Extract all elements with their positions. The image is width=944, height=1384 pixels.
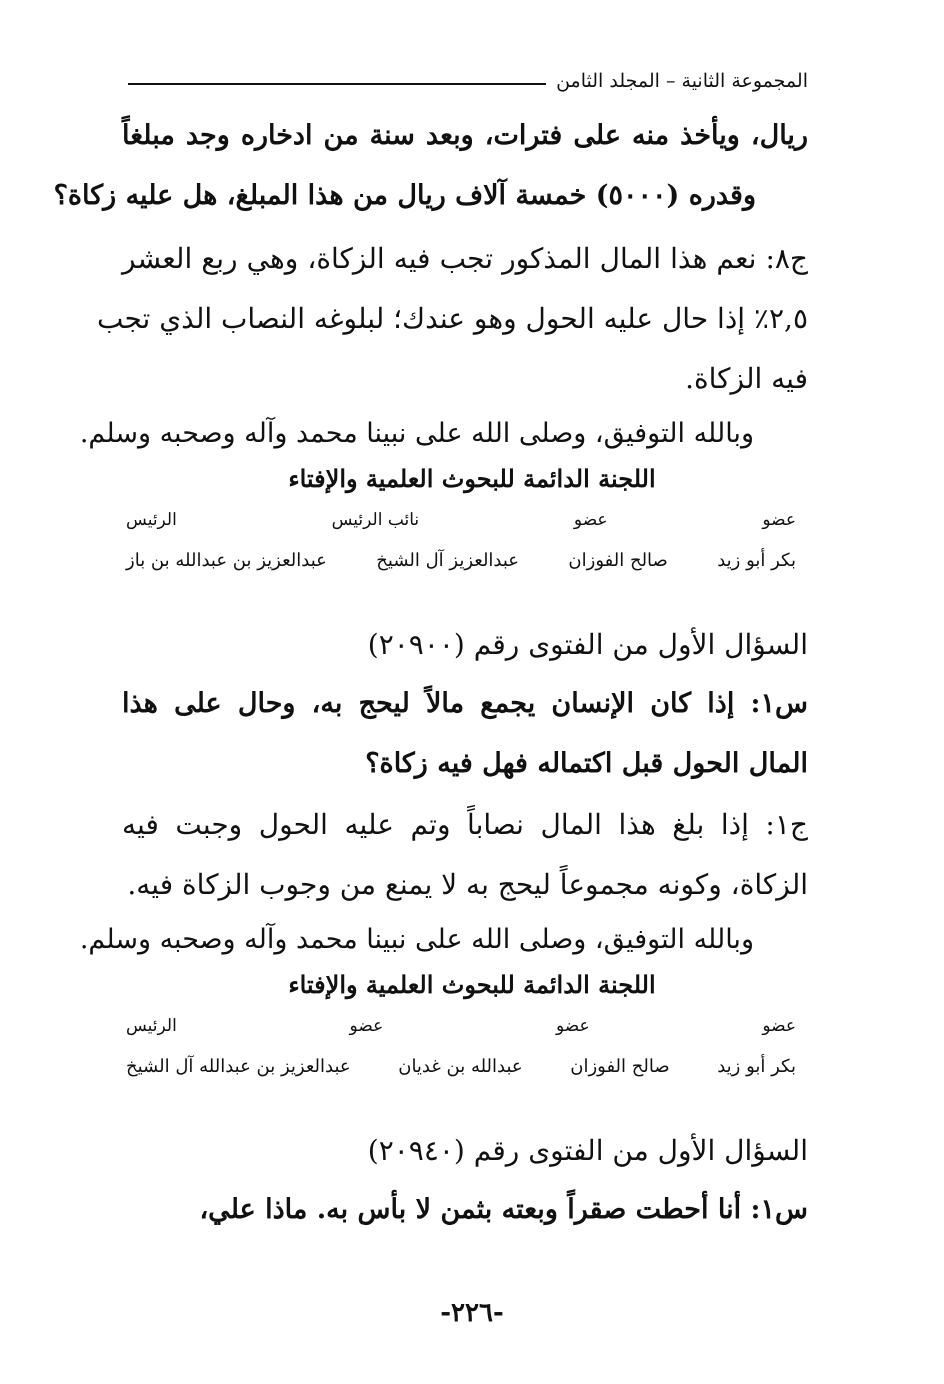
question-line: س١: إذا كان الإنسان يجمع مالاً ليحج به، وحال على هذا — [122, 688, 808, 719]
header-title: المجموعة الثانية – المجلد الثامن — [556, 70, 808, 92]
fatwa-title: السؤال الأول من الفتوى رقم (٢٠٩٠٠) — [367, 628, 808, 661]
signatory-roles — [126, 1016, 796, 1042]
signatory-role: عضو — [762, 510, 796, 530]
signatory-name: صالح الفوزان — [570, 1056, 670, 1077]
signatory-name: بكر أبو زيد — [717, 550, 796, 571]
fatwa-title: السؤال الأول من الفتوى رقم (٢٠٩٤٠) — [367, 1134, 808, 1167]
signatory-role: عضو — [555, 1016, 590, 1036]
signatory-role: نائب الرئيس — [331, 510, 420, 530]
signatory-role: عضو — [573, 510, 608, 530]
answer-line: ٢,٥٪ إذا حال عليه الحول وهو عندك؛ لبلوغه النصاب الذي تجب — [96, 302, 808, 335]
signatory-names — [126, 1056, 796, 1082]
signatory-role: عضو — [762, 1016, 796, 1036]
committee-name: اللجنة الدائمة للبحوث العلمية والإفتاء — [288, 970, 656, 999]
question-line: وقدره (٥٠٠٠) خمسة آلاف ريال من هذا المبلغ، هل عليه زكاة؟ — [53, 180, 756, 211]
question-line: س١: أنا أحطت صقراً وبعته بثمن لا بأس به. ماذا علي، — [199, 1194, 808, 1225]
signatory-name: عبدالعزيز بن عبدالله بن باز — [126, 550, 327, 571]
header-rule — [128, 83, 546, 85]
signatory-name: بكر أبو زيد — [717, 1056, 796, 1077]
page-number: -٢٢٦- — [440, 1298, 504, 1328]
running-header — [128, 64, 808, 98]
closing-prayer: وبالله التوفيق، وصلى الله على نبينا محمد وآله وصحبه وسلم. — [79, 418, 754, 449]
signatory-role: الرئيس — [126, 510, 177, 530]
signatory-roles — [126, 510, 796, 536]
closing-prayer: وبالله التوفيق، وصلى الله على نبينا محمد وآله وصحبه وسلم. — [79, 924, 754, 955]
question-line: المال الحول قبل اكتماله فهل فيه زكاة؟ — [365, 748, 808, 779]
answer-line: ج١: إذا بلغ هذا المال نصاباً وتم عليه الحول وجبت فيه — [122, 808, 808, 841]
signatory-name: عبدالله بن غديان — [398, 1056, 523, 1077]
answer-line: الزكاة، وكونه مجموعاً ليحج به لا يمنع من وجوب الزكاة فيه. — [127, 868, 808, 901]
signatory-role: الرئيس — [126, 1016, 177, 1036]
signatory-name: عبدالعزيز بن عبدالله آل الشيخ — [126, 1056, 351, 1077]
answer-line: ج٨: نعم هذا المال المذكور تجب فيه الزكاة، وهي ربع العشر — [122, 242, 808, 275]
answer-line: فيه الزكاة. — [685, 362, 808, 395]
signatory-name: عبدالعزيز آل الشيخ — [376, 550, 520, 571]
question-line: ريال، ويأخذ منه على فترات، وبعد سنة من ادخاره وجد مبلغاً — [122, 120, 808, 151]
signatory-role: عضو — [349, 1016, 384, 1036]
signatory-name: صالح الفوزان — [568, 550, 668, 571]
signatory-names — [126, 550, 796, 576]
committee-name: اللجنة الدائمة للبحوث العلمية والإفتاء — [288, 464, 656, 493]
